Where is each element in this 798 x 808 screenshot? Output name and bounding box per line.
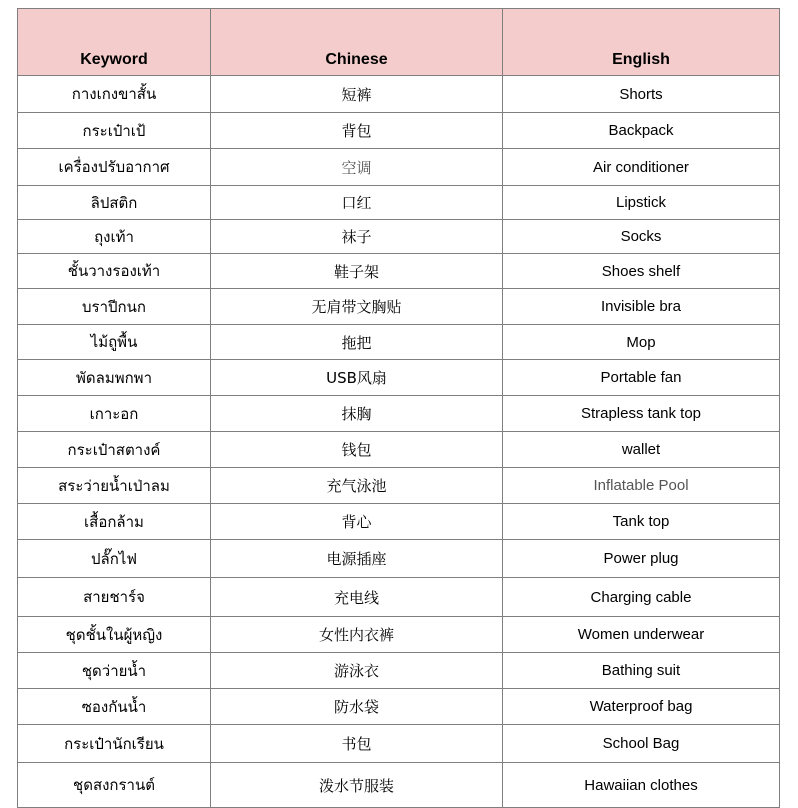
chinese-cell: USB风扇 bbox=[211, 360, 503, 396]
english-cell: Invisible bra bbox=[503, 289, 780, 325]
english-cell: Portable fan bbox=[503, 360, 780, 396]
table-row bbox=[18, 186, 780, 220]
chinese-cell: 拖把 bbox=[211, 325, 503, 360]
english-cell: Socks bbox=[503, 220, 780, 254]
table-row bbox=[18, 468, 780, 504]
keyword-cell: ปลั๊กไฟ bbox=[18, 540, 211, 578]
table-row bbox=[18, 149, 780, 186]
chinese-cell: 抹胸 bbox=[211, 396, 503, 432]
keyword-cell: เครื่องปรับอากาศ bbox=[18, 149, 211, 186]
english-cell: wallet bbox=[503, 432, 780, 468]
keyword-cell: กระเป๋าสตางค์ bbox=[18, 432, 211, 468]
keyword-cell: กระเป๋านักเรียน bbox=[18, 725, 211, 763]
chinese-cell: 防水袋 bbox=[211, 689, 503, 725]
header-row bbox=[18, 9, 780, 76]
keyword-cell: กระเป๋าเป้ bbox=[18, 113, 211, 149]
chinese-cell: 背心 bbox=[211, 504, 503, 540]
table-row bbox=[18, 360, 780, 396]
keyword-cell: กางเกงขาสั้น bbox=[18, 76, 211, 113]
keyword-cell: เสื้อกล้าม bbox=[18, 504, 211, 540]
english-cell: Strapless tank top bbox=[503, 396, 780, 432]
table-row bbox=[18, 432, 780, 468]
table-row bbox=[18, 617, 780, 653]
keyword-cell: ถุงเท้า bbox=[18, 220, 211, 254]
table-row bbox=[18, 396, 780, 432]
keyword-cell: ลิปสติก bbox=[18, 186, 211, 220]
table-row bbox=[18, 113, 780, 149]
chinese-cell: 无肩带文胸贴 bbox=[211, 289, 503, 325]
chinese-cell: 钱包 bbox=[211, 432, 503, 468]
chinese-cell: 电源插座 bbox=[211, 540, 503, 578]
table-row bbox=[18, 289, 780, 325]
table-row bbox=[18, 540, 780, 578]
keyword-cell: ชุดว่ายน้ำ bbox=[18, 653, 211, 689]
table-row bbox=[18, 725, 780, 763]
chinese-cell: 女性内衣裤 bbox=[211, 617, 503, 653]
english-cell: Inflatable Pool bbox=[503, 468, 780, 504]
chinese-cell: 空调 bbox=[211, 149, 503, 186]
keyword-cell: เกาะอก bbox=[18, 396, 211, 432]
chinese-cell: 游泳衣 bbox=[211, 653, 503, 689]
table-header bbox=[18, 9, 780, 76]
table-row bbox=[18, 220, 780, 254]
table-row bbox=[18, 689, 780, 725]
chinese-cell: 口红 bbox=[211, 186, 503, 220]
english-cell: Shorts bbox=[503, 76, 780, 113]
english-cell: Tank top bbox=[503, 504, 780, 540]
chinese-cell: 书包 bbox=[211, 725, 503, 763]
table-row bbox=[18, 653, 780, 689]
english-cell: Backpack bbox=[503, 113, 780, 149]
keyword-cell: ชุดสงกรานต์ bbox=[18, 763, 211, 808]
table-row bbox=[18, 325, 780, 360]
table-row bbox=[18, 76, 780, 113]
header-english: English bbox=[503, 9, 780, 76]
english-cell: Shoes shelf bbox=[503, 254, 780, 289]
keyword-cell: บราปีกนก bbox=[18, 289, 211, 325]
english-cell: Mop bbox=[503, 325, 780, 360]
english-cell: Waterproof bag bbox=[503, 689, 780, 725]
table-row bbox=[18, 504, 780, 540]
table-row bbox=[18, 763, 780, 808]
english-cell: School Bag bbox=[503, 725, 780, 763]
table-body bbox=[18, 76, 780, 808]
keyword-cell: พัดลมพกพา bbox=[18, 360, 211, 396]
table-row bbox=[18, 254, 780, 289]
chinese-cell: 袜子 bbox=[211, 220, 503, 254]
keyword-cell: สายชาร์จ bbox=[18, 578, 211, 617]
english-cell: Lipstick bbox=[503, 186, 780, 220]
vocabulary-table bbox=[17, 8, 780, 808]
chinese-cell: 充气泳池 bbox=[211, 468, 503, 504]
keyword-cell: ซองกันน้ำ bbox=[18, 689, 211, 725]
header-keyword: Keyword bbox=[18, 9, 211, 76]
chinese-cell: 背包 bbox=[211, 113, 503, 149]
chinese-cell: 短裤 bbox=[211, 76, 503, 113]
table-row bbox=[18, 578, 780, 617]
chinese-cell: 泼水节服装 bbox=[211, 763, 503, 808]
english-cell: Hawaiian clothes bbox=[503, 763, 780, 808]
keyword-cell: ไม้ถูพื้น bbox=[18, 325, 211, 360]
english-cell: Charging cable bbox=[503, 578, 780, 617]
english-cell: Women underwear bbox=[503, 617, 780, 653]
header-chinese: Chinese bbox=[211, 9, 503, 76]
keyword-cell: ชั้นวางรองเท้า bbox=[18, 254, 211, 289]
keyword-cell: ชุดชั้นในผู้หญิง bbox=[18, 617, 211, 653]
english-cell: Power plug bbox=[503, 540, 780, 578]
keyword-cell: สระว่ายน้ำเป่าลม bbox=[18, 468, 211, 504]
english-cell: Bathing suit bbox=[503, 653, 780, 689]
chinese-cell: 充电线 bbox=[211, 578, 503, 617]
english-cell: Air conditioner bbox=[503, 149, 780, 186]
chinese-cell: 鞋子架 bbox=[211, 254, 503, 289]
